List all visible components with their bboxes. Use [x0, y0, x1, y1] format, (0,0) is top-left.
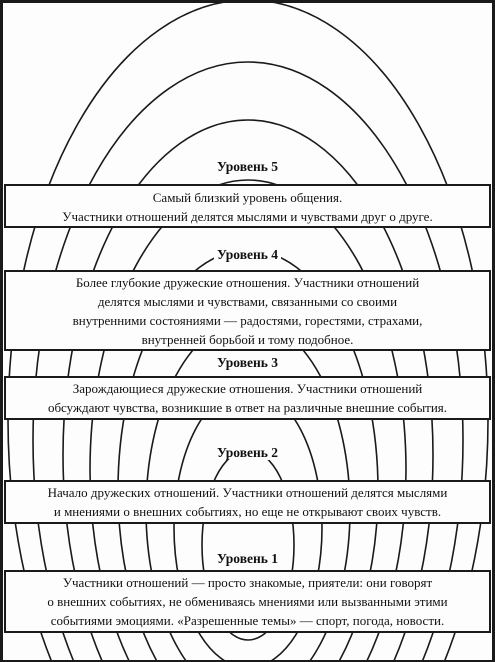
level-4-box	[4, 270, 491, 351]
level-5-description: Самый близкий уровень общения. Участники отношений делятся мыслями и чувствами друг о друге.	[62, 190, 433, 224]
level-3-description: Зарождающиеся дружеские отношения. Участники отношений обсуждают чувства, возникшие в ответ на различные внешние события.	[47, 381, 448, 415]
level-5-box	[4, 184, 491, 228]
level-2-title: Уровень 2	[0, 445, 495, 461]
level-3-title: Уровень 3	[0, 355, 495, 371]
level-4-description: Более глубокие дружеские отношения. Участники отношений делятся мыслями и чувствами, связанными со своими внутренними состояниями — радостями, горестями, страхами, внутренней борьбой и тому подобное.	[72, 275, 423, 347]
level-4-title: Уровень 4	[0, 247, 495, 263]
level-1-box	[4, 570, 491, 633]
level-3-box	[4, 376, 491, 420]
level-5-title: Уровень 5	[0, 159, 495, 175]
level-1-title: Уровень 1	[0, 551, 495, 567]
level-2-box	[4, 480, 491, 524]
level-1-description: Участники отношений — просто знакомые, приятели: они говорят о внешних событиях, не обмениваясь мнениями или вызванными этими событиями эмоциями. «Разрешенные темы» — спорт, погода, новости.	[47, 575, 448, 628]
level-2-description: Начало дружеских отношений. Участники отношений делятся мыслями и мнениями о внешних событиях, но еще не открывают своих чувств.	[47, 485, 448, 519]
